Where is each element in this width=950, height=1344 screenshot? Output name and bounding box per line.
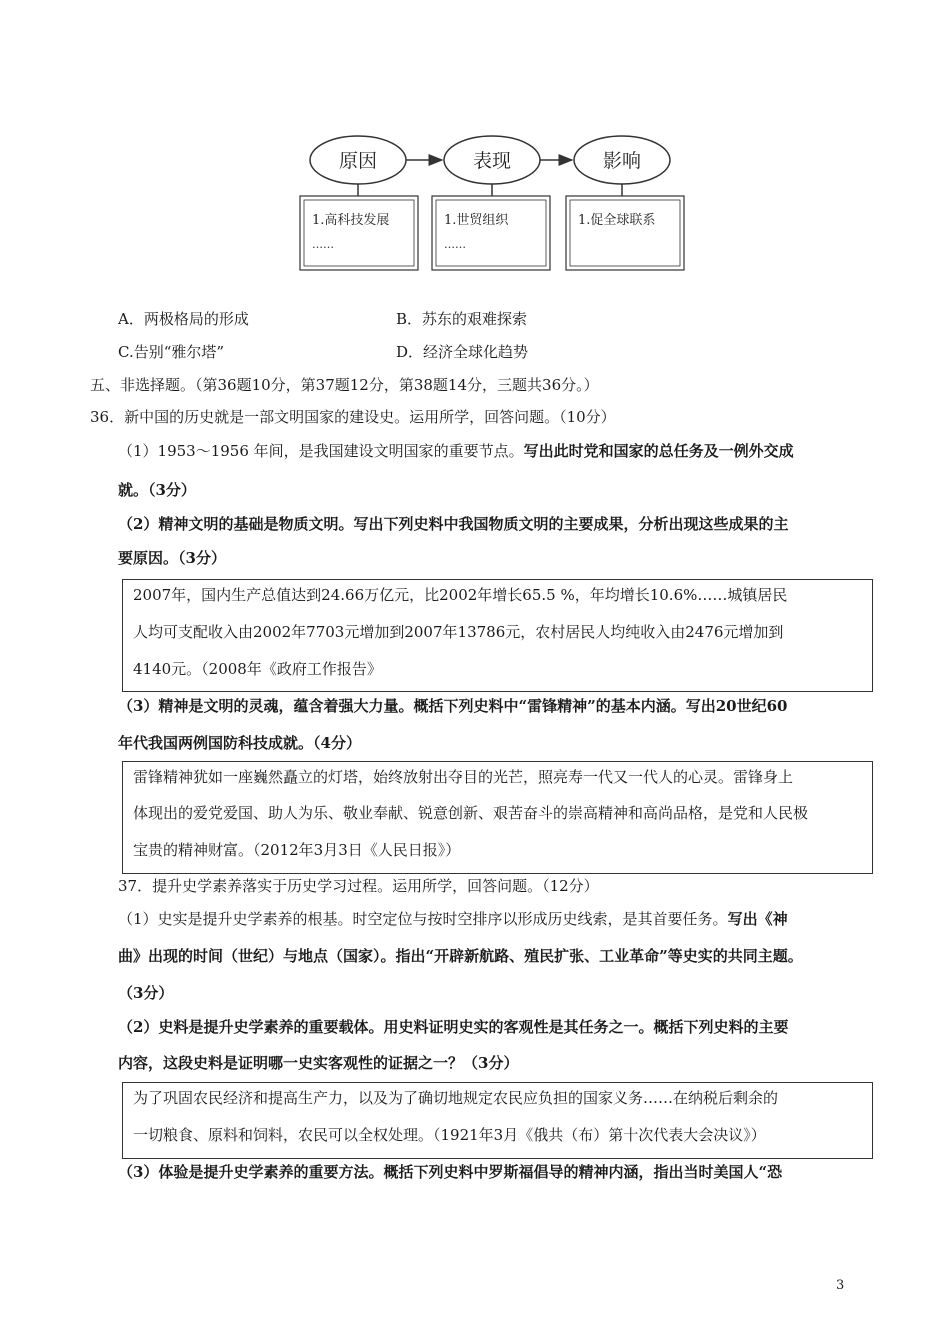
q37-part2-line1: （2）史料是提升史学素养的重要载体。用史料证明史实的客观性是其任务之一。概括下列史料的主要 [118, 1018, 789, 1036]
option-d: D．经济全球化趋势 [396, 343, 529, 361]
node-label-manifestation: 表现 [472, 150, 512, 172]
q37-stem: 37．提升史学素养落实于历史学习过程。运用所学，回答问题。（12分） [118, 877, 599, 895]
node-label-cause: 原因 [338, 150, 378, 172]
material-box-3 [122, 1082, 873, 1159]
q36-part1-cont: 就。（3分） [118, 481, 196, 499]
q36-part3-line2: 年代我国两例国防科技成就。（4分） [118, 734, 361, 752]
box-manifest-outer [432, 196, 550, 270]
q37-part3-line1: （3）体验是提升史学素养的重要方法。概括下列史料中罗斯福倡导的精神内涵，指出当时美国人“恐 [118, 1163, 783, 1181]
option-a: A．两极格局的形成 [118, 310, 249, 328]
material-2-line: 宝贵的精神财富。（2012年3月3日《人民日报》） [133, 841, 461, 859]
q36-part2-line1: （2）精神文明的基础是物质文明。写出下列史料中我国物质文明的主要成果，分析出现这些成果的主 [118, 515, 789, 533]
page-number: 3 [836, 1278, 845, 1293]
box-manifest-line2: …… [444, 238, 466, 251]
material-box-2 [122, 761, 873, 874]
material-2-line: 体现出的爱党爱国、助人为乐、敬业奉献、锐意创新、艰苦奋斗的崇高精神和高尚品格，是党和人民极 [133, 804, 809, 822]
q36-part2-line2: 要原因。（3分） [118, 549, 226, 567]
material-1-line: 4140元。（2008年《政府工作报告》 [133, 660, 382, 678]
section-heading: 五、非选择题。（第36题10分，第37题12分，第38题14分，三题共36分。） [90, 376, 599, 394]
q36-part3-line1: （3）精神是文明的灵魂，蕴含着强大力量。概括下列史料中“雷锋精神”的基本内涵。写出20世纪60 [118, 697, 788, 715]
material-2-line: 雷锋精神犹如一座巍然矗立的灯塔，始终放射出夺目的光芒，照亮寿一代又一代人的心灵。雷锋身上 [133, 768, 794, 786]
q37-part1-intro: （1）史实是提升史学素养的根基。时空定位与按时空排序以形成历史线索，是其首要任务。 [118, 910, 728, 928]
q37-part1 [118, 909, 788, 929]
q37-part1-line2: 曲》出现的时间（世纪）与地点（国家）。指出“开辟新航路、殖民扩张、工业革命”等史实的共同主题。 [118, 947, 803, 965]
option-c: C.告别“雅尔塔” [118, 343, 225, 361]
material-1-line: 2007年，国内生产总值达到24.66万亿元，比2002年增长65.5 %，年均增长10.6%……城镇居民 [133, 586, 788, 604]
q37-part1-task: 写出《神 [727, 910, 788, 928]
box-cause-line2: …… [312, 238, 334, 251]
material-3-line: 为了巩固农民经济和提高生产力，以及为了确切地规定农民应负担的国家义务……在纳税后剩余的 [133, 1089, 779, 1107]
q36-stem: 36．新中国的历史就是一部文明国家的建设史。运用所学，回答问题。（10分） [90, 408, 616, 426]
q37-part2-line2: 内容，这段史料是证明哪一史实客观性的证据之一？（3分） [118, 1054, 519, 1072]
node-label-impact: 影响 [602, 150, 642, 172]
option-b: B．苏东的艰难探索 [396, 310, 528, 328]
box-manifest-line1: 1.世贸组织 [444, 213, 509, 228]
box-cause-line1: 1.高科技发展 [312, 213, 390, 228]
material-1-line: 人均可支配收入由2002年7703元增加到2007年13786元，农村居民人均纯收入由2476元增加到 [133, 623, 784, 641]
q37-part1-line3: （3分） [118, 984, 174, 1002]
q36-part1-intro: （1）1953～1956 年间，是我国建设文明国家的重要节点。 [118, 442, 524, 460]
flow-diagram-graphic [298, 132, 686, 272]
box-impact-outer [566, 196, 684, 270]
flow-diagram [298, 132, 686, 272]
box-impact-line1: 1.促全球联系 [578, 213, 656, 228]
material-box-1 [122, 579, 873, 692]
material-3-line: 一切粮食、原料和饲料，农民可以全权处理。（1921年3月《俄共（布）第十次代表大会决议》） [133, 1126, 766, 1144]
q36-part1 [118, 441, 794, 461]
box-cause-outer [300, 196, 418, 270]
q36-part1-task: 写出此时党和国家的总任务及一例外交成 [523, 442, 794, 460]
